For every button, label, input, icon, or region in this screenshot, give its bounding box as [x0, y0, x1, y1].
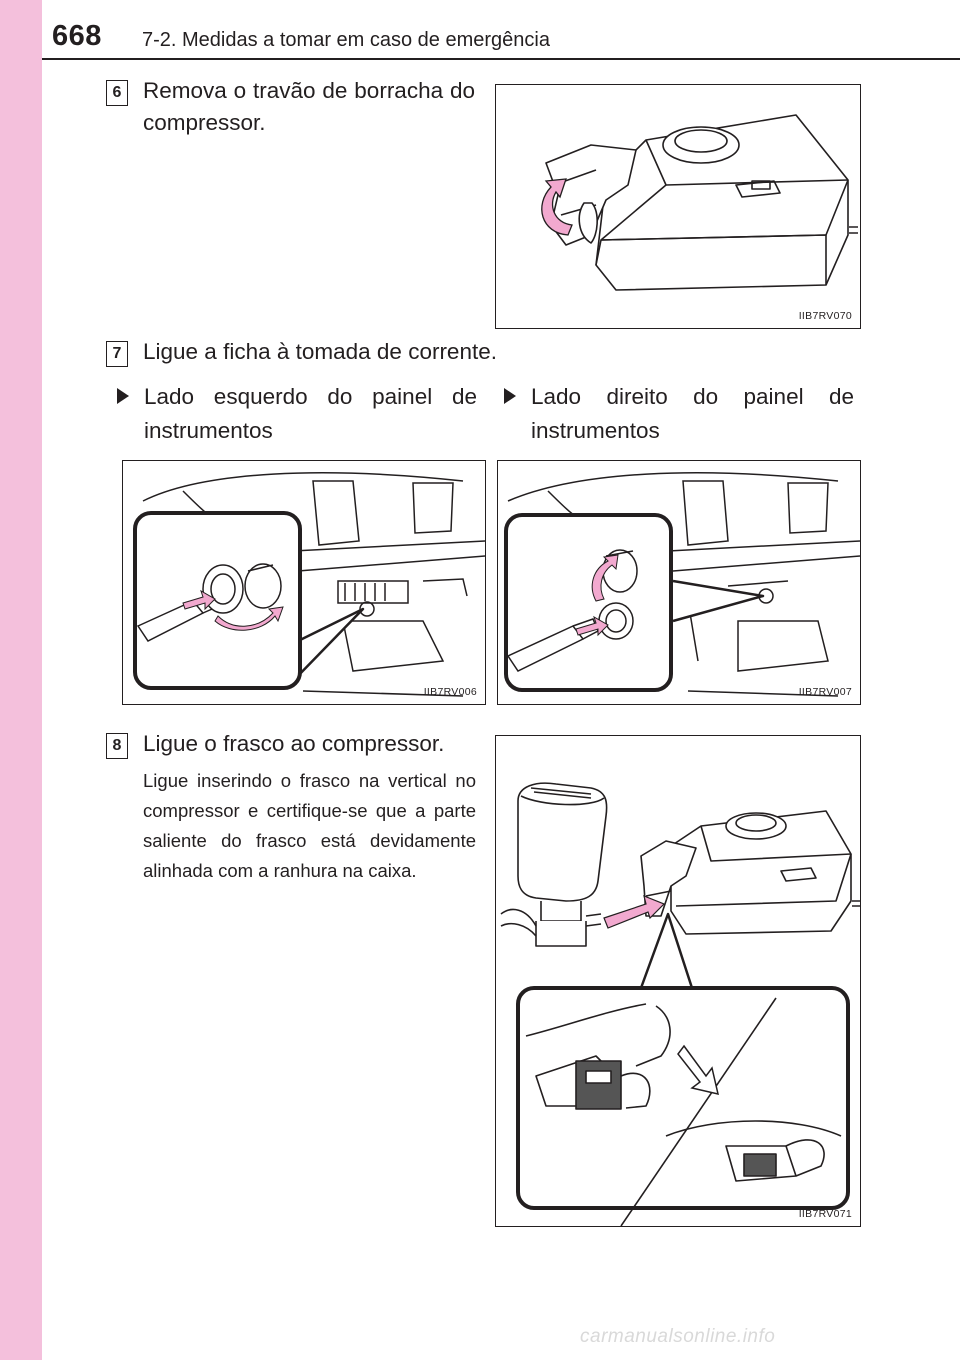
- step-6-text: Remova o travão de borracha do compressor.: [143, 78, 475, 135]
- figure-code: IIB7RV070: [798, 310, 852, 322]
- figure-code: IIB7RV071: [798, 1208, 852, 1220]
- triangle-bullet-icon: [117, 388, 129, 404]
- option-label: Lado direito do painel de instrumentos: [531, 384, 854, 443]
- header-rule: [42, 58, 960, 60]
- dashboard-right-illustration: [498, 461, 861, 705]
- figure-code: IIB7RV006: [423, 686, 477, 698]
- step-6-badge: 6: [106, 80, 128, 106]
- step-7-text: Ligue a ficha à tomada de corrente.: [143, 339, 497, 364]
- step-8-text: Ligue o frasco ao compressor.: [143, 731, 445, 756]
- watermark: carmanualsonline.info: [580, 1326, 776, 1347]
- section-title: 7-2. Medidas a tomar em caso de emergência: [142, 29, 550, 51]
- option-label: Lado esquerdo do painel de instrumentos: [144, 384, 477, 443]
- option-right-dashboard: [504, 380, 854, 450]
- figure-code: IIB7RV007: [798, 686, 852, 698]
- compressor-illustration: [496, 85, 861, 329]
- triangle-bullet-icon: [504, 388, 516, 404]
- figure-left-power-outlet: [122, 460, 486, 705]
- bottle-compressor-illustration: [496, 736, 861, 1227]
- step-8-badge: 8: [106, 733, 128, 759]
- option-left-dashboard: [117, 380, 477, 450]
- step-8-detail: Ligue inserindo o frasco na vertical no compressor e certifique-se que a parte saliente do frasco está devidamente alinhada com a ranhura na caixa.: [143, 770, 476, 881]
- step-7-badge: 7: [106, 341, 128, 367]
- figure-connect-bottle: [495, 735, 861, 1227]
- figure-right-power-outlet: [497, 460, 861, 705]
- chapter-side-tab: [0, 0, 42, 1360]
- dashboard-left-illustration: [123, 461, 486, 705]
- page-number: 668: [52, 20, 102, 52]
- push-arrow-icon: [604, 896, 664, 928]
- figure-remove-rubber-stopper: [495, 84, 861, 329]
